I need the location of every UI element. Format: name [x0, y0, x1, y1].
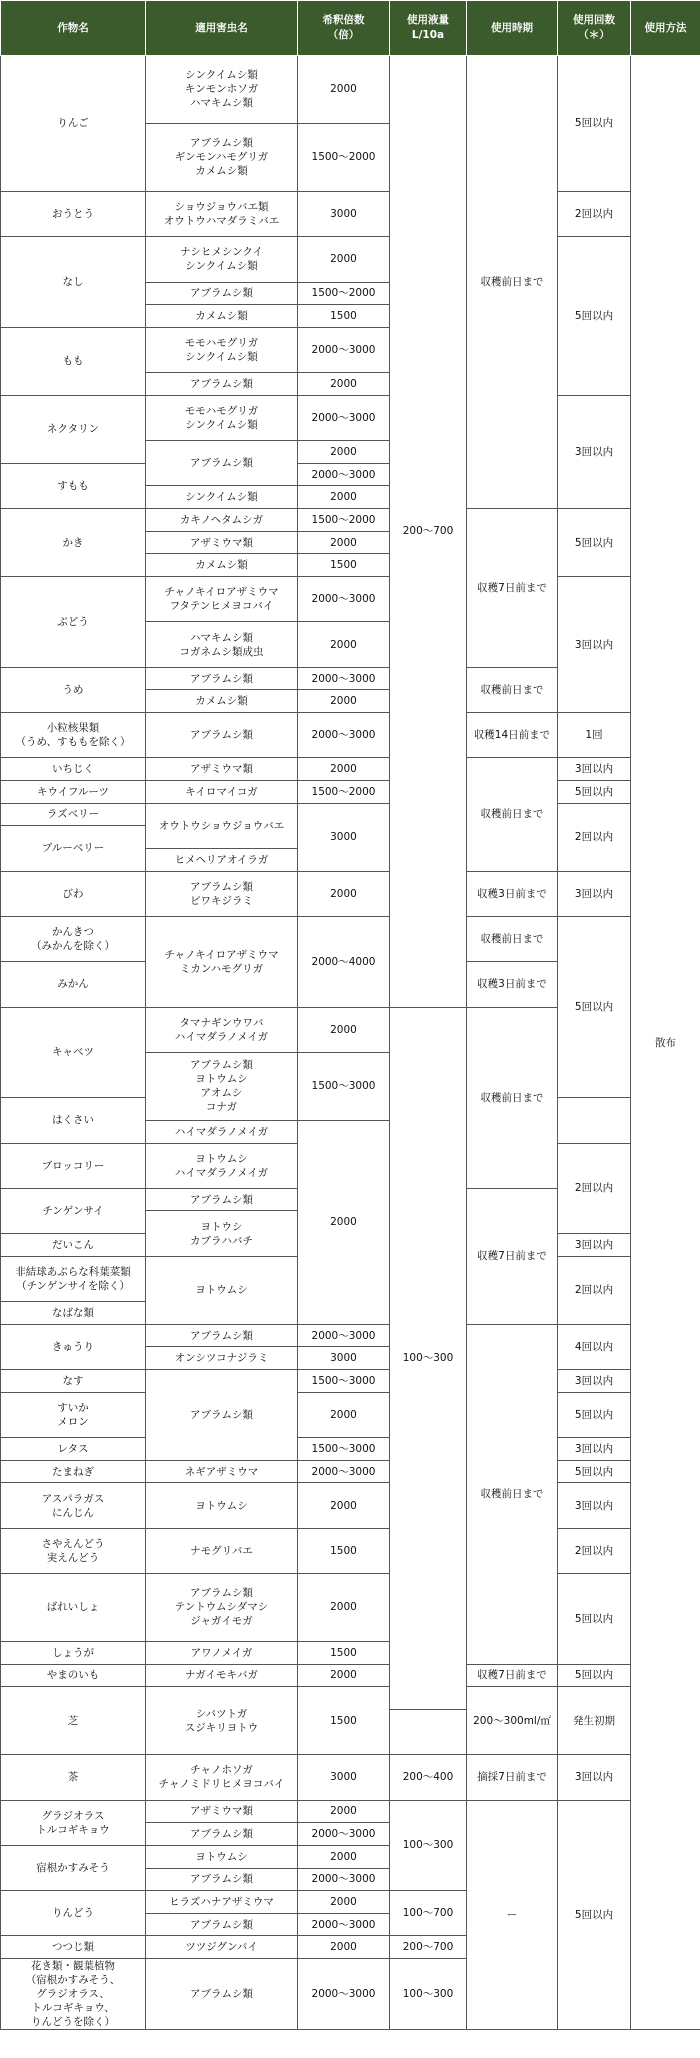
pest-cell: チャノキイロアザミウマ フタテンヒメヨコバイ	[146, 577, 298, 622]
dilution-cell: 2000〜3000	[298, 1460, 390, 1483]
pest-cell: アブラムシ類	[146, 1823, 298, 1846]
dilution-cell: 2000	[298, 622, 390, 667]
count-cell: 5回以内	[558, 781, 631, 804]
pest-cell: アブラムシ類	[146, 441, 298, 486]
dilution-cell: 2000	[298, 1891, 390, 1914]
pest-cell: オンシツコナジラミ	[146, 1347, 298, 1370]
crop-cell: すもも	[1, 463, 146, 508]
dilution-cell: 2000	[298, 1664, 390, 1687]
table-row	[1, 1460, 700, 1483]
dilution-cell: 2000〜3000	[298, 577, 390, 622]
volume-cell: 100〜300	[390, 1800, 467, 1891]
pest-cell: モモハモグリガ シンクイムシ類	[146, 395, 298, 440]
crop-cell: すいか メロン	[1, 1392, 146, 1437]
dilution-cell: 2000	[298, 1936, 390, 1959]
pest-cell: アブラムシ類 ヨトウムシ アオムシ コナガ	[146, 1052, 298, 1120]
table-row	[1, 1370, 700, 1393]
count-cell: 5回以内	[558, 237, 631, 396]
pest-cell: ヨトウシ カブラハバチ	[146, 1211, 298, 1256]
count-cell: 3回以内	[558, 1755, 631, 1800]
crop-cell: ブロッコリー	[1, 1143, 146, 1188]
dilution-cell: 2000	[298, 758, 390, 781]
method-cell: 散布	[631, 56, 700, 2030]
timing-cell: 収穫3日前まで	[467, 962, 558, 1007]
pest-cell: シンクイムシ類 キンモンホソガ ハマキムシ類	[146, 56, 298, 124]
header-row	[1, 1, 700, 56]
count-cell: 2回以内	[558, 191, 631, 236]
count-cell: 3回以内	[558, 1483, 631, 1528]
dilution-cell: 2000	[298, 531, 390, 554]
dilution-cell: 2000	[298, 1007, 390, 1052]
crop-cell: グラジオラス トルコギキョウ	[1, 1800, 146, 1845]
pest-cell: アザミウマ類	[146, 1800, 298, 1823]
dilution-cell: 2000〜3000	[298, 327, 390, 372]
pest-cell: アブラムシ類	[146, 1913, 298, 1936]
timing-cell: 摘採7日前まで	[467, 1755, 558, 1800]
timing-cell: 収穫前日まで	[467, 758, 558, 871]
dilution-cell: 2000〜4000	[298, 916, 390, 1007]
count-cell: 2回以内	[558, 803, 631, 871]
pest-cell: カメムシ類	[146, 305, 298, 328]
crop-cell: やまのいも	[1, 1664, 146, 1687]
dilution-cell: 2000	[298, 1573, 390, 1641]
count-cell: 3回以内	[558, 1234, 631, 1257]
crop-cell: 小粒核果類 （うめ、すももを除く）	[1, 713, 146, 758]
table-row	[1, 916, 700, 939]
count-cell: 3回以内	[558, 577, 631, 713]
crop-cell: だいこん	[1, 1234, 146, 1257]
count-cell: 5回以内	[558, 1800, 631, 2030]
crop-cell: なばな類	[1, 1302, 146, 1325]
pest-cell: ヨトウムシ ハイマダラノメイガ	[146, 1143, 298, 1188]
pest-cell: アブラムシ類	[146, 373, 298, 396]
pest-cell: アザミウマ類	[146, 531, 298, 554]
pest-cell: ヨトウムシ	[146, 1483, 298, 1528]
table-row	[1, 871, 700, 894]
timing-cell: 収穫3日前まで	[467, 871, 558, 916]
dilution-cell: 2000	[298, 56, 390, 124]
pest-cell: ネギアザミウマ	[146, 1460, 298, 1483]
table-row	[1, 1483, 700, 1506]
crop-cell: かんきつ （みかんを除く）	[1, 916, 146, 961]
count-cell: 5回以内	[558, 1664, 631, 1687]
dilution-cell: 2000〜3000	[298, 667, 390, 690]
volume-cell: 100〜300	[390, 1959, 467, 2030]
count-cell: 5回以内	[558, 56, 631, 192]
crop-cell: なす	[1, 1370, 146, 1393]
crop-cell: アスパラガス にんじん	[1, 1483, 146, 1528]
count-cell: 3回以内	[558, 1370, 631, 1393]
dilution-cell: 2000	[298, 1120, 390, 1324]
dilution-cell: 3000	[298, 191, 390, 236]
dilution-cell: 1500	[298, 554, 390, 577]
table-row	[1, 395, 700, 418]
dilution-cell: 2000〜3000	[298, 395, 390, 440]
pest-cell: アザミウマ類	[146, 758, 298, 781]
table-row	[1, 781, 700, 804]
crop-cell: いちじく	[1, 758, 146, 781]
crop-cell: ぶどう	[1, 577, 146, 668]
crop-cell: しょうが	[1, 1641, 146, 1664]
crop-cell: みかん	[1, 962, 146, 1007]
pest-cell: アブラムシ類	[146, 1188, 298, 1211]
pest-cell: アブラムシ類	[146, 713, 298, 758]
pest-cell: アブラムシ類 ギンモンハモグリガ カメムシ類	[146, 123, 298, 191]
header-method: 使用方法	[631, 1, 700, 56]
count-cell: 2回以内	[558, 1256, 631, 1324]
pest-cell: アブラムシ類	[146, 282, 298, 305]
dilution-cell: 2000	[298, 373, 390, 396]
volume-cell: 100〜700	[390, 1891, 467, 1936]
count-cell: 5回以内	[558, 1460, 631, 1483]
crop-cell: さやえんどう 実えんどう	[1, 1528, 146, 1573]
crop-cell: なし	[1, 237, 146, 328]
volume-cell: 200〜300ml/㎡	[467, 1687, 558, 1755]
pest-cell: アブラムシ類	[146, 1324, 298, 1347]
count-cell: 5回以内	[558, 509, 631, 577]
dilution-cell: 2000〜3000	[298, 713, 390, 758]
table-row	[1, 56, 700, 79]
pest-cell: ヨトウムシ	[146, 1256, 298, 1324]
crop-cell: おうとう	[1, 191, 146, 236]
pest-cell: オウトウショウジョウバエ	[146, 803, 298, 848]
pest-cell: ナガイモキバガ	[146, 1664, 298, 1687]
pest-cell: アブラムシ類	[146, 1370, 298, 1461]
dilution-cell: 1500〜2000	[298, 509, 390, 532]
crop-cell: 非結球あぶらな科葉菜類 （チンゲンサイを除く）	[1, 1256, 146, 1301]
header-timing: 使用時期	[467, 1, 558, 56]
table-row	[1, 1664, 700, 1687]
pest-cell: ヨトウムシ	[146, 1845, 298, 1868]
pest-cell: カメムシ類	[146, 554, 298, 577]
timing-cell: 発生初期	[558, 1687, 631, 1755]
volume-cell: 200〜400	[390, 1755, 467, 1800]
timing-cell: 収穫7日前まで	[467, 1664, 558, 1687]
pest-cell: アブラムシ類	[146, 1959, 298, 2030]
count-cell: 1回	[558, 713, 631, 758]
dilution-cell: 1500	[298, 305, 390, 328]
timing-cell: 収穫前日まで	[467, 916, 558, 961]
dilution-cell: 1500〜3000	[298, 1370, 390, 1393]
crop-cell: たまねぎ	[1, 1460, 146, 1483]
dilution-cell: 2000〜3000	[298, 1823, 390, 1846]
timing-cell: ー	[467, 1800, 558, 2030]
pest-cell: ナシヒメシンクイ シンクイムシ類	[146, 237, 298, 282]
table-row	[1, 509, 700, 532]
dilution-cell: 2000〜3000	[298, 1868, 390, 1891]
table-row	[1, 1800, 700, 1823]
crop-cell: きゅうり	[1, 1324, 146, 1369]
timing-cell: 収穫前日まで	[467, 1324, 558, 1664]
dilution-cell: 3000	[298, 1755, 390, 1800]
timing-cell: 収穫14日前まで	[467, 713, 558, 758]
crop-cell: りんご	[1, 56, 146, 192]
crop-cell: チンゲンサイ	[1, 1188, 146, 1233]
dilution-cell: 2000〜3000	[298, 1959, 390, 2030]
crop-cell: かき	[1, 509, 146, 577]
pest-cell: ショウジョウバエ類 オウトウハマダラミバエ	[146, 191, 298, 236]
pest-cell: ツツジグンバイ	[146, 1936, 298, 1959]
dilution-cell: 3000	[298, 803, 390, 871]
crop-cell: 芝	[1, 1687, 146, 1755]
pest-cell: キイロマイコガ	[146, 781, 298, 804]
table-row	[1, 1438, 700, 1461]
table-row	[1, 1528, 700, 1551]
dilution-cell: 2000〜3000	[298, 1324, 390, 1347]
pest-cell: シバツトガ スジキリヨトウ	[146, 1687, 298, 1755]
table-row	[1, 1573, 700, 1596]
pest-cell: チャノホソガ チャノミドリヒメヨコバイ	[146, 1755, 298, 1800]
dilution-cell: 2000	[298, 441, 390, 464]
crop-cell: びわ	[1, 871, 146, 916]
timing-cell: 収穫前日まで	[467, 1007, 558, 1188]
table-row	[1, 803, 700, 826]
pest-cell: アブラムシ類	[146, 667, 298, 690]
count-cell: 5回以内	[558, 1392, 631, 1437]
volume-cell: 200〜700	[390, 56, 467, 1008]
table-row	[1, 1687, 700, 1710]
dilution-cell: 1500	[298, 1641, 390, 1664]
table-row	[1, 237, 700, 260]
count-cell: 2回以内	[558, 1528, 631, 1573]
timing-cell: 収穫前日まで	[467, 56, 558, 509]
pest-cell: シンクイムシ類	[146, 486, 298, 509]
table-row	[1, 191, 700, 214]
dilution-cell: 1500〜3000	[298, 1052, 390, 1120]
count-cell: 4回以内	[558, 1324, 631, 1369]
dilution-cell: 2000	[298, 237, 390, 282]
crop-cell: ネクタリン	[1, 395, 146, 463]
crop-cell: もも	[1, 327, 146, 395]
table-row	[1, 713, 700, 736]
crop-cell: ばれいしょ	[1, 1573, 146, 1641]
header-crop: 作物名	[1, 1, 146, 56]
pest-cell: タマナギンウワバ ハイマダラノメイガ	[146, 1007, 298, 1052]
dilution-cell: 1500〜3000	[298, 1438, 390, 1461]
header-pest: 適用害虫名	[146, 1, 298, 56]
header-dilution: 希釈倍数 （倍）	[298, 1, 390, 56]
timing-cell: 収穫前日まで	[467, 667, 558, 712]
crop-cell: はくさい	[1, 1098, 146, 1143]
crop-cell: りんどう	[1, 1891, 146, 1936]
count-cell: 3回以内	[558, 871, 631, 916]
pest-cell: ヒラズハナアザミウマ	[146, 1891, 298, 1914]
pest-cell: モモハモグリガ シンクイムシ類	[146, 327, 298, 372]
crop-cell: ブルーベリー	[1, 826, 146, 871]
crop-cell: レタス	[1, 1438, 146, 1461]
crop-cell: つつじ類	[1, 1936, 146, 1959]
pest-cell: ナモグリバエ	[146, 1528, 298, 1573]
table-row	[1, 758, 700, 781]
crop-cell: ラズベリー	[1, 803, 146, 826]
dilution-cell: 2000	[298, 1845, 390, 1868]
count-cell: 5回以内	[558, 1573, 631, 1664]
dilution-cell: 3000	[298, 1347, 390, 1370]
dilution-cell: 2000	[298, 1800, 390, 1823]
pest-cell: カメムシ類	[146, 690, 298, 713]
table-row	[1, 1755, 700, 1778]
dilution-cell: 2000	[298, 690, 390, 713]
pest-cell: アワノメイガ	[146, 1641, 298, 1664]
volume-cell: 200〜700	[390, 1936, 467, 1959]
header-count: 使用回数 （＊）	[558, 1, 631, 56]
count-cell: 3回以内	[558, 395, 631, 508]
count-cell: 3回以内	[558, 1438, 631, 1461]
crop-cell: 宿根かすみそう	[1, 1845, 146, 1890]
dilution-cell: 1500〜2000	[298, 123, 390, 191]
table-row	[1, 1392, 700, 1415]
pest-cell: カキノヘタムシガ	[146, 509, 298, 532]
dilution-cell: 2000〜3000	[298, 1913, 390, 1936]
timing-cell: 収穫7日前まで	[467, 509, 558, 668]
header-volume: 使用液量 L/10a	[390, 1, 467, 56]
crop-cell: うめ	[1, 667, 146, 712]
count-cell: 3回以内	[558, 758, 631, 781]
count-cell: 5回以内	[558, 916, 631, 1097]
count-cell: 2回以内	[558, 1143, 631, 1234]
dilution-cell: 2000	[298, 486, 390, 509]
crop-cell: キャベツ	[1, 1007, 146, 1098]
pest-cell: アブラムシ類 テントウムシダマシ ジャガイモガ	[146, 1573, 298, 1641]
dilution-cell: 2000	[298, 1483, 390, 1528]
pest-cell: ヒメヘリアオイラガ	[146, 848, 298, 871]
dilution-cell: 1500〜2000	[298, 781, 390, 804]
pest-cell: アブラムシ類 ビワキジラミ	[146, 871, 298, 916]
pest-cell: ハイマダラノメイガ	[146, 1120, 298, 1143]
volume-cell: 100〜300	[390, 1007, 467, 1709]
dilution-cell: 2000〜3000	[298, 463, 390, 486]
pest-cell: アブラムシ類	[146, 1868, 298, 1891]
dilution-cell: 1500	[298, 1687, 390, 1755]
table-row	[1, 1324, 700, 1347]
table-row	[1, 577, 700, 600]
timing-cell: 収穫7日前まで	[467, 1188, 558, 1324]
crop-cell: 花き類・観葉植物 （宿根かすみそう、 グラジオラス、 トルコギキョウ、 りんどうを除く）	[1, 1959, 146, 2030]
pest-cell: ハマキムシ類 コガネムシ類成虫	[146, 622, 298, 667]
pest-cell: チャノキイロアザミウマ ミカンハモグリガ	[146, 916, 298, 1007]
crop-cell: キウイフルーツ	[1, 781, 146, 804]
crop-cell: 茶	[1, 1755, 146, 1800]
dilution-cell: 1500	[298, 1528, 390, 1573]
dilution-cell: 2000	[298, 1392, 390, 1437]
dilution-cell: 1500〜2000	[298, 282, 390, 305]
dilution-cell: 2000	[298, 871, 390, 916]
